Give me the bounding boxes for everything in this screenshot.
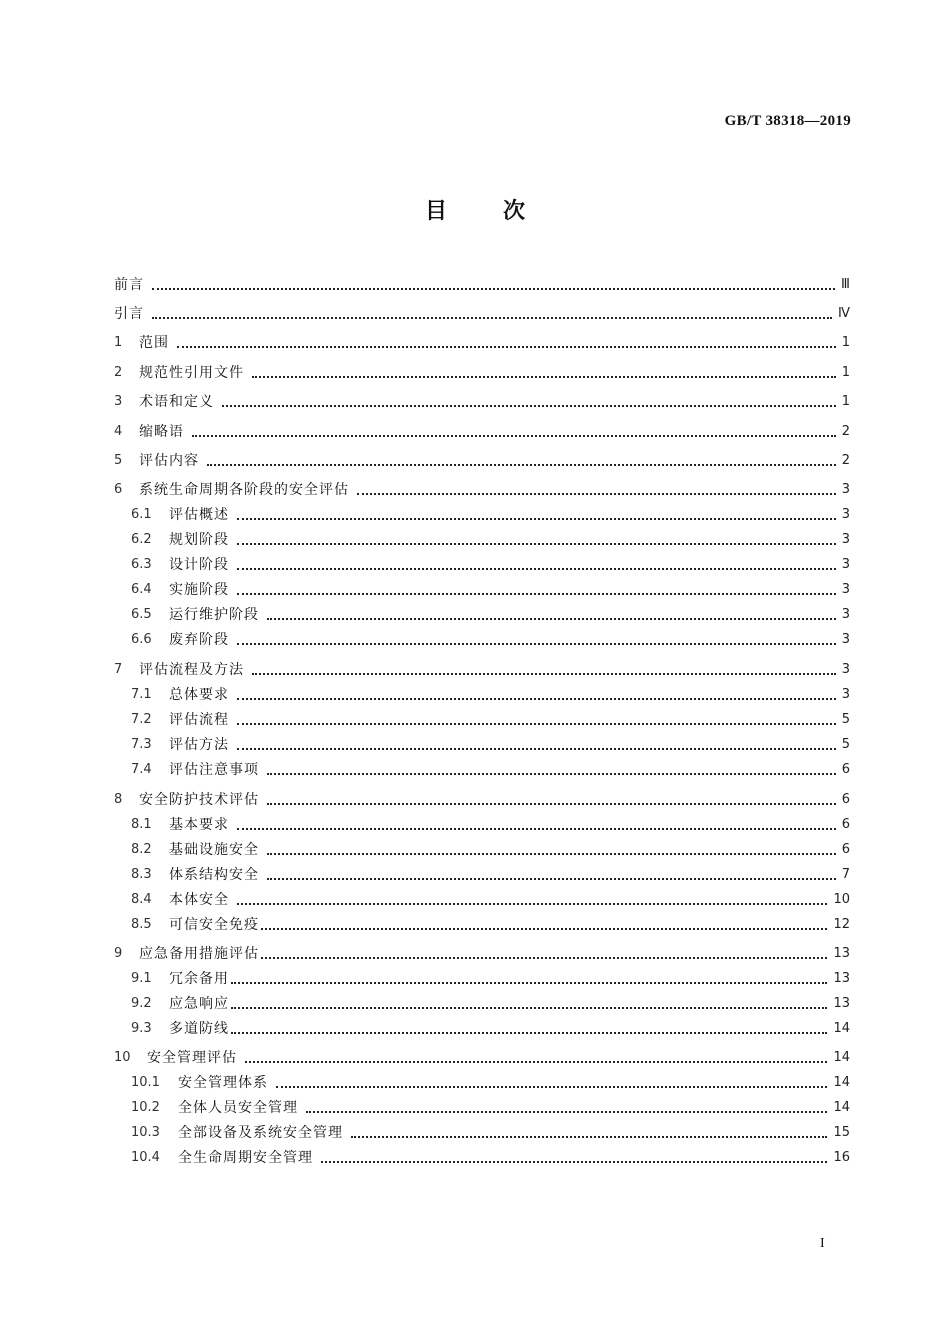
toc-leader-dots <box>237 746 836 750</box>
toc-leader-dots <box>306 1109 827 1113</box>
toc-entry-title: 安全管理评估 <box>147 1050 237 1066</box>
toc-entry-title: 规范性引用文件 <box>139 365 244 381</box>
toc-entry[interactable] <box>131 1146 850 1168</box>
toc-entry-title: 评估流程 <box>169 712 229 728</box>
toc-entry[interactable] <box>114 420 850 442</box>
toc-entry[interactable] <box>131 838 850 860</box>
toc-entry-number: 6.5 <box>131 607 152 622</box>
toc-entry-page: 3 <box>841 632 850 647</box>
toc-entry-page: 3 <box>841 482 850 497</box>
toc-entry-number: 10.4 <box>131 1150 160 1165</box>
toc-entry-title: 评估流程及方法 <box>139 662 244 678</box>
toc-entry-number: 1 <box>114 335 123 350</box>
toc-leader-dots <box>237 826 836 830</box>
toc-entry-number: 8 <box>114 792 123 807</box>
toc-entry-title: 基本要求 <box>169 817 229 833</box>
toc-entry-title: 应急响应 <box>169 996 229 1012</box>
toc-entry-title: 规划阶段 <box>169 532 229 548</box>
toc-entry-title: 安全防护技术评估 <box>139 792 259 808</box>
toc-entry[interactable] <box>114 302 850 324</box>
toc-entry-title: 体系结构安全 <box>169 867 259 883</box>
toc-entry-page: 1 <box>841 394 850 409</box>
toc-leader-dots <box>237 516 836 520</box>
toc-entry-number: 9.1 <box>131 971 152 986</box>
toc-entry-number: 7.1 <box>131 687 152 702</box>
toc-entry-title: 评估注意事项 <box>169 762 259 778</box>
toc-entry-title: 缩略语 <box>139 424 184 440</box>
toc-entry-number: 6.6 <box>131 632 152 647</box>
toc-entry-number: 7.4 <box>131 762 152 777</box>
toc-entry-number: 4 <box>114 424 123 439</box>
toc-entry[interactable] <box>114 788 850 810</box>
toc-entry[interactable] <box>131 1017 850 1039</box>
toc-entry-number: 7 <box>114 662 123 677</box>
toc-entry-title: 应急备用措施评估 <box>139 946 259 962</box>
toc-entry[interactable] <box>131 992 850 1014</box>
toc-entry-page: 14 <box>833 1050 850 1065</box>
toc-leader-dots <box>152 286 835 290</box>
toc-leader-dots <box>267 616 836 620</box>
toc-leader-dots <box>231 980 827 984</box>
toc-entry-title: 实施阶段 <box>169 582 229 598</box>
toc-entry-title: 评估方法 <box>169 737 229 753</box>
toc-entry[interactable] <box>131 578 850 600</box>
toc-entry[interactable] <box>131 503 850 525</box>
toc-entry[interactable] <box>114 331 850 353</box>
toc-entry-page: 16 <box>833 1150 850 1165</box>
toc-leader-dots <box>351 1134 827 1138</box>
toc-entry-page: 3 <box>841 607 850 622</box>
toc-entry[interactable] <box>114 361 850 383</box>
toc-leader-dots <box>237 591 836 595</box>
toc-entry-title: 冗余备用 <box>169 971 229 987</box>
toc-entry-number: 8.4 <box>131 892 152 907</box>
standard-code: GB/T 38318—2019 <box>724 113 851 129</box>
toc-leader-dots <box>276 1084 827 1088</box>
toc-leader-dots <box>267 771 836 775</box>
toc-entry[interactable] <box>114 449 850 471</box>
toc-leader-dots <box>267 801 836 805</box>
toc-entry[interactable] <box>114 273 850 295</box>
toc-entry-number: 6.4 <box>131 582 152 597</box>
toc-entry-title: 范围 <box>139 335 169 351</box>
toc-entry-number: 2 <box>114 365 123 380</box>
toc-entry-number: 10.1 <box>131 1075 160 1090</box>
toc-entry[interactable] <box>131 758 850 780</box>
toc-leader-dots <box>177 344 836 348</box>
toc-entry-number: 8.2 <box>131 842 152 857</box>
toc-entry-title: 可信安全免疫 <box>169 917 259 933</box>
toc-entry-page: 6 <box>841 762 850 777</box>
toc-entry[interactable] <box>131 813 850 835</box>
toc-entry-title: 多道防线 <box>169 1021 229 1037</box>
toc-entry-page: 3 <box>841 582 850 597</box>
toc-entry-title: 全部设备及系统安全管理 <box>178 1125 343 1141</box>
toc-leader-dots <box>192 433 836 437</box>
toc-entry-title: 运行维护阶段 <box>169 607 259 623</box>
toc-entry-title: 安全管理体系 <box>178 1075 268 1091</box>
toc-entry-number: 8.5 <box>131 917 152 932</box>
toc-entry-page: 1 <box>841 365 850 380</box>
toc-entry[interactable] <box>131 863 850 885</box>
toc-entry-page: 10 <box>833 892 850 907</box>
toc-entry-page: 15 <box>833 1125 850 1140</box>
toc-entry-number: 6.1 <box>131 507 152 522</box>
toc-title <box>0 194 950 225</box>
toc-entry-number: 8.1 <box>131 817 152 832</box>
toc-entry-title: 本体安全 <box>169 892 229 908</box>
toc-entry[interactable] <box>114 478 850 500</box>
toc-entry[interactable] <box>131 1121 850 1143</box>
toc-leader-dots <box>237 641 836 645</box>
toc-entry[interactable] <box>131 1096 850 1118</box>
toc-entry-page: 7 <box>841 867 850 882</box>
toc-entry-title: 全体人员安全管理 <box>178 1100 298 1116</box>
toc-entry-number: 7.3 <box>131 737 152 752</box>
toc-entry-page: 3 <box>841 557 850 572</box>
toc-leader-dots <box>252 671 836 675</box>
toc-entry-page: 3 <box>841 662 850 677</box>
toc-entry-page: 3 <box>841 687 850 702</box>
page-number: I <box>820 1236 825 1251</box>
toc-entry[interactable] <box>131 708 850 730</box>
toc-entry-page: 13 <box>833 971 850 986</box>
toc-entry[interactable] <box>131 628 850 650</box>
toc-leader-dots <box>231 1030 827 1034</box>
toc-entry-page: 1 <box>841 335 850 350</box>
toc-entry-page: 2 <box>841 424 850 439</box>
toc-leader-dots <box>207 462 836 466</box>
toc-entry[interactable] <box>131 683 850 705</box>
toc-leader-dots <box>152 315 832 319</box>
toc-entry-number: 10.2 <box>131 1100 160 1115</box>
toc-entry-title: 系统生命周期各阶段的安全评估 <box>139 482 349 498</box>
toc-leader-dots <box>237 541 836 545</box>
toc-entry-title: 总体要求 <box>169 687 229 703</box>
toc-leader-dots <box>261 926 827 930</box>
toc-entry-number: 5 <box>114 453 123 468</box>
toc-entry-page: 6 <box>841 842 850 857</box>
toc-entry[interactable] <box>114 1046 850 1068</box>
toc-entry-page: 5 <box>841 712 850 727</box>
toc-entry[interactable] <box>131 733 850 755</box>
toc-entry-number: 10 <box>114 1050 131 1065</box>
toc-entry-number: 8.3 <box>131 867 152 882</box>
toc-leader-dots <box>267 851 836 855</box>
toc-entry-page: 13 <box>833 996 850 1011</box>
toc-title-part1: 目 <box>424 199 447 224</box>
toc-entry-number: 6.2 <box>131 532 152 547</box>
toc-entry-number: 9.3 <box>131 1021 152 1036</box>
toc-entry[interactable] <box>131 528 850 550</box>
toc-entry-page: 6 <box>841 792 850 807</box>
toc-entry[interactable] <box>114 942 850 964</box>
toc-leader-dots <box>231 1005 827 1009</box>
toc-entry-page: 3 <box>841 532 850 547</box>
toc-entry[interactable] <box>114 658 850 680</box>
toc-entry-title: 基础设施安全 <box>169 842 259 858</box>
toc-entry[interactable] <box>131 553 850 575</box>
toc-leader-dots <box>267 876 836 880</box>
toc-title-part2: 次 <box>503 199 526 224</box>
toc-entry-page: 5 <box>841 737 850 752</box>
toc-entry-title: 设计阶段 <box>169 557 229 573</box>
toc-entry-page: 14 <box>833 1100 850 1115</box>
toc-leader-dots <box>321 1159 827 1163</box>
toc-entry-title: 全生命周期安全管理 <box>178 1150 313 1166</box>
toc-leader-dots <box>245 1059 827 1063</box>
toc-entry-title: 术语和定义 <box>139 394 214 410</box>
toc-entry-page: Ⅲ <box>841 277 850 292</box>
toc-entry[interactable] <box>131 888 850 910</box>
toc-entry-page: 14 <box>833 1075 850 1090</box>
toc-entry-page: 14 <box>833 1021 850 1036</box>
toc-entry[interactable] <box>131 967 850 989</box>
toc-entry[interactable] <box>131 913 850 935</box>
toc-entry-page: 2 <box>841 453 850 468</box>
toc-entry-title: 前言 <box>114 277 144 293</box>
toc-entry-number: 9 <box>114 946 123 961</box>
toc-entry-title: 评估内容 <box>139 453 199 469</box>
toc-leader-dots <box>237 901 827 905</box>
toc-entry-title: 评估概述 <box>169 507 229 523</box>
toc-entry[interactable] <box>114 390 850 412</box>
toc-leader-dots <box>252 374 836 378</box>
toc-entry-page: 13 <box>833 946 850 961</box>
toc-entry-number: 6.3 <box>131 557 152 572</box>
toc-leader-dots <box>357 491 836 495</box>
toc-leader-dots <box>237 696 836 700</box>
toc-entry-number: 3 <box>114 394 123 409</box>
toc-entry-number: 7.2 <box>131 712 152 727</box>
toc-entry-page: 12 <box>833 917 850 932</box>
toc-leader-dots <box>237 566 836 570</box>
toc-entry-number: 6 <box>114 482 123 497</box>
toc-entry-title: 引言 <box>114 306 144 322</box>
toc-leader-dots <box>261 955 827 959</box>
toc-entry-page: 6 <box>841 817 850 832</box>
toc-entry-title: 废弃阶段 <box>169 632 229 648</box>
toc-entry[interactable] <box>131 1071 850 1093</box>
toc-entry-page: 3 <box>841 507 850 522</box>
toc-entry-number: 9.2 <box>131 996 152 1011</box>
toc-leader-dots <box>237 721 836 725</box>
toc-entry[interactable] <box>131 603 850 625</box>
toc-entry-number: 10.3 <box>131 1125 160 1140</box>
toc-entry-page: Ⅳ <box>838 306 850 321</box>
toc-leader-dots <box>222 403 836 407</box>
